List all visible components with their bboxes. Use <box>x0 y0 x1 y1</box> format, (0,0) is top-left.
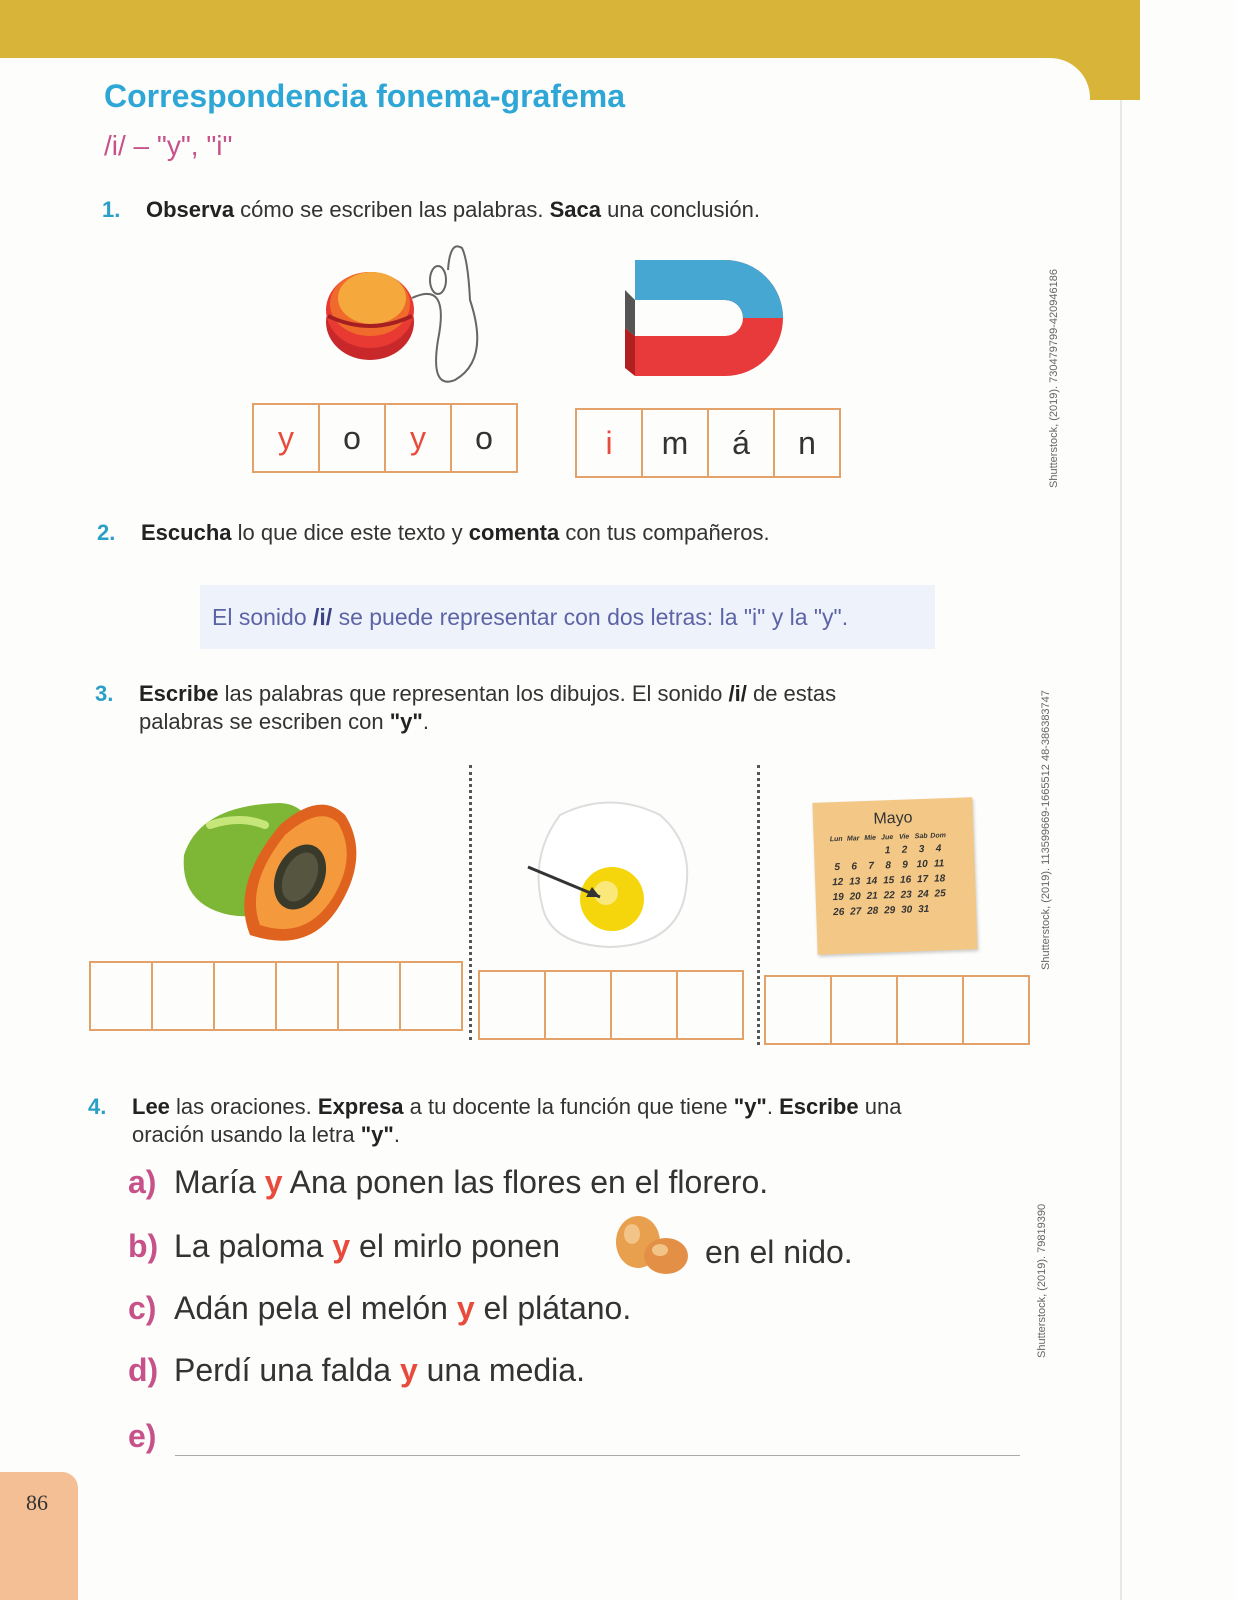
letter-box: y <box>252 403 320 473</box>
question-3: 3. Escribe las palabras que representan los dibujos. El sonido /i/ de estas palabras se escriben con "y". <box>95 681 837 734</box>
page-number: 86 <box>26 1490 48 1515</box>
calendar-cell: 23 <box>900 889 912 901</box>
calendar-cell: Lun <box>829 835 843 844</box>
calendar-cell: 9 <box>902 859 909 871</box>
letter-box: o <box>450 403 518 473</box>
calendar-cell: 20 <box>849 891 861 903</box>
calendar-cell: 3 <box>918 843 925 856</box>
calendar-cell <box>862 846 879 858</box>
letter-box: i <box>575 408 643 478</box>
answer-box[interactable] <box>676 970 744 1040</box>
calendar-cell: 17 <box>916 873 929 886</box>
calendar-cell: 25 <box>934 888 946 900</box>
sentence-b-end: en el nido. <box>705 1234 853 1270</box>
answer-boxes-mayo <box>766 975 1030 1045</box>
answer-box[interactable] <box>764 975 832 1045</box>
answer-box[interactable] <box>275 961 339 1031</box>
page-edge <box>1120 100 1122 1600</box>
answer-box[interactable] <box>337 961 401 1031</box>
question-1: 1. Observa cómo se escriben las palabras. Saca una conclusión. <box>102 197 760 222</box>
sentence-c: c) Adán pela el melón y el plátano. <box>128 1290 632 1326</box>
calendar-cell: 21 <box>866 890 878 902</box>
answer-box[interactable] <box>962 975 1030 1045</box>
calendar-cell: 16 <box>899 874 912 886</box>
calendar-cell: 8 <box>885 860 892 872</box>
calendar-cell: Mie <box>864 834 877 843</box>
answer-box[interactable] <box>151 961 215 1031</box>
calendar-cell: 24 <box>917 888 929 901</box>
calendar-cell: 1 <box>884 845 891 857</box>
letter-box: n <box>773 408 841 478</box>
sentence-a: a) María y Ana ponen las flores en el florero. <box>128 1164 769 1200</box>
calendar-week-row <box>830 902 970 918</box>
calendar-cell: 30 <box>900 904 913 916</box>
calendar-cell: 15 <box>882 875 895 887</box>
answer-box[interactable] <box>610 970 678 1040</box>
calendar-cell: 5 <box>834 861 841 874</box>
letter-box: y <box>384 403 452 473</box>
calendar-cell: 2 <box>901 844 908 856</box>
info-note: El sonido /i/ se puede representar con dos letras: la "i" y la "y". <box>200 585 935 649</box>
calendar-cell: 28 <box>866 905 879 917</box>
answer-boxes-papaya <box>91 961 463 1031</box>
column-divider <box>757 765 760 1045</box>
answer-box[interactable] <box>544 970 612 1040</box>
word-boxes-yoyo <box>254 403 518 473</box>
calendar-cell: 11 <box>933 858 945 870</box>
sentence-d: d) Perdí una falda y una media. <box>128 1352 585 1388</box>
calendar-cell: 10 <box>916 858 928 871</box>
calendar-header-row <box>828 831 968 843</box>
calendar-cell: Mar <box>846 835 860 843</box>
calendar-cell: 29 <box>883 905 896 917</box>
calendar-cell: 22 <box>883 890 895 902</box>
calendar-cell <box>828 847 845 859</box>
calendar-icon <box>812 797 977 954</box>
question-4: 4. Lee las oraciones. Expresa a tu docente la función que tiene "y". Escribe una oración usando la letra "y". <box>88 1094 902 1147</box>
answer-box[interactable] <box>213 961 277 1031</box>
answer-boxes-yema <box>480 970 744 1040</box>
answer-box[interactable] <box>478 970 546 1040</box>
calendar-cell: 18 <box>933 873 946 885</box>
calendar-grid <box>828 831 971 918</box>
sentence-b: b) La paloma y el mirlo ponen <box>128 1228 561 1264</box>
yoyo-icon <box>320 240 500 390</box>
calendar-week-row <box>828 857 968 873</box>
fried-egg-icon <box>520 795 700 955</box>
calendar-cell: 7 <box>868 860 875 872</box>
page-subtitle: /i/ – "y", "i" <box>104 130 233 161</box>
answer-box[interactable] <box>896 975 964 1045</box>
magnet-icon <box>615 250 785 390</box>
calendar-cell: Vie <box>898 833 910 841</box>
calendar-cell: Sab <box>914 832 928 841</box>
answer-box[interactable] <box>89 961 153 1031</box>
letter-box: m <box>641 408 709 478</box>
column-divider <box>469 765 472 1040</box>
word-boxes-iman <box>577 408 841 478</box>
calendar-cell: 26 <box>832 906 845 919</box>
calendar-month: Mayo <box>873 809 913 828</box>
answer-box[interactable] <box>830 975 898 1045</box>
answer-line[interactable] <box>175 1455 1020 1456</box>
calendar-cell: 31 <box>917 903 930 916</box>
eggs-icon <box>612 1214 692 1276</box>
calendar-cell: 12 <box>831 876 844 889</box>
calendar-week-row <box>830 887 970 903</box>
calendar-cell: 14 <box>865 875 878 888</box>
letter-box: á <box>707 408 775 478</box>
calendar-week-row <box>828 842 968 858</box>
image-credit: Shutterstock, (2019). 730479799-420946186 <box>1048 269 1060 488</box>
image-credit: Shutterstock, (2019). 79819390 <box>1036 1203 1048 1358</box>
calendar-cell <box>845 846 862 858</box>
papaya-icon <box>170 785 370 955</box>
question-2: 2. Escucha lo que dice este texto y comenta con tus compañeros. <box>97 520 770 545</box>
calendar-cell: 4 <box>935 843 942 855</box>
calendar-week-row <box>829 872 969 888</box>
answer-box[interactable] <box>399 961 463 1031</box>
letter-box: o <box>318 403 386 473</box>
image-credit: Shutterstock, (2019). 113599669-1665512 48-386383747 <box>1040 690 1052 970</box>
calendar-cell: Jue <box>881 834 894 842</box>
calendar-cell: Dom <box>930 832 947 840</box>
calendar-cell: 6 <box>851 861 858 873</box>
calendar-cell: 13 <box>848 876 861 888</box>
calendar-cell: 27 <box>849 906 862 918</box>
sentence-e: e) <box>128 1418 157 1454</box>
top-band <box>0 0 1140 58</box>
calendar-cell: 19 <box>832 891 844 904</box>
page-title: Correspondencia fonema-grafema <box>104 78 626 114</box>
